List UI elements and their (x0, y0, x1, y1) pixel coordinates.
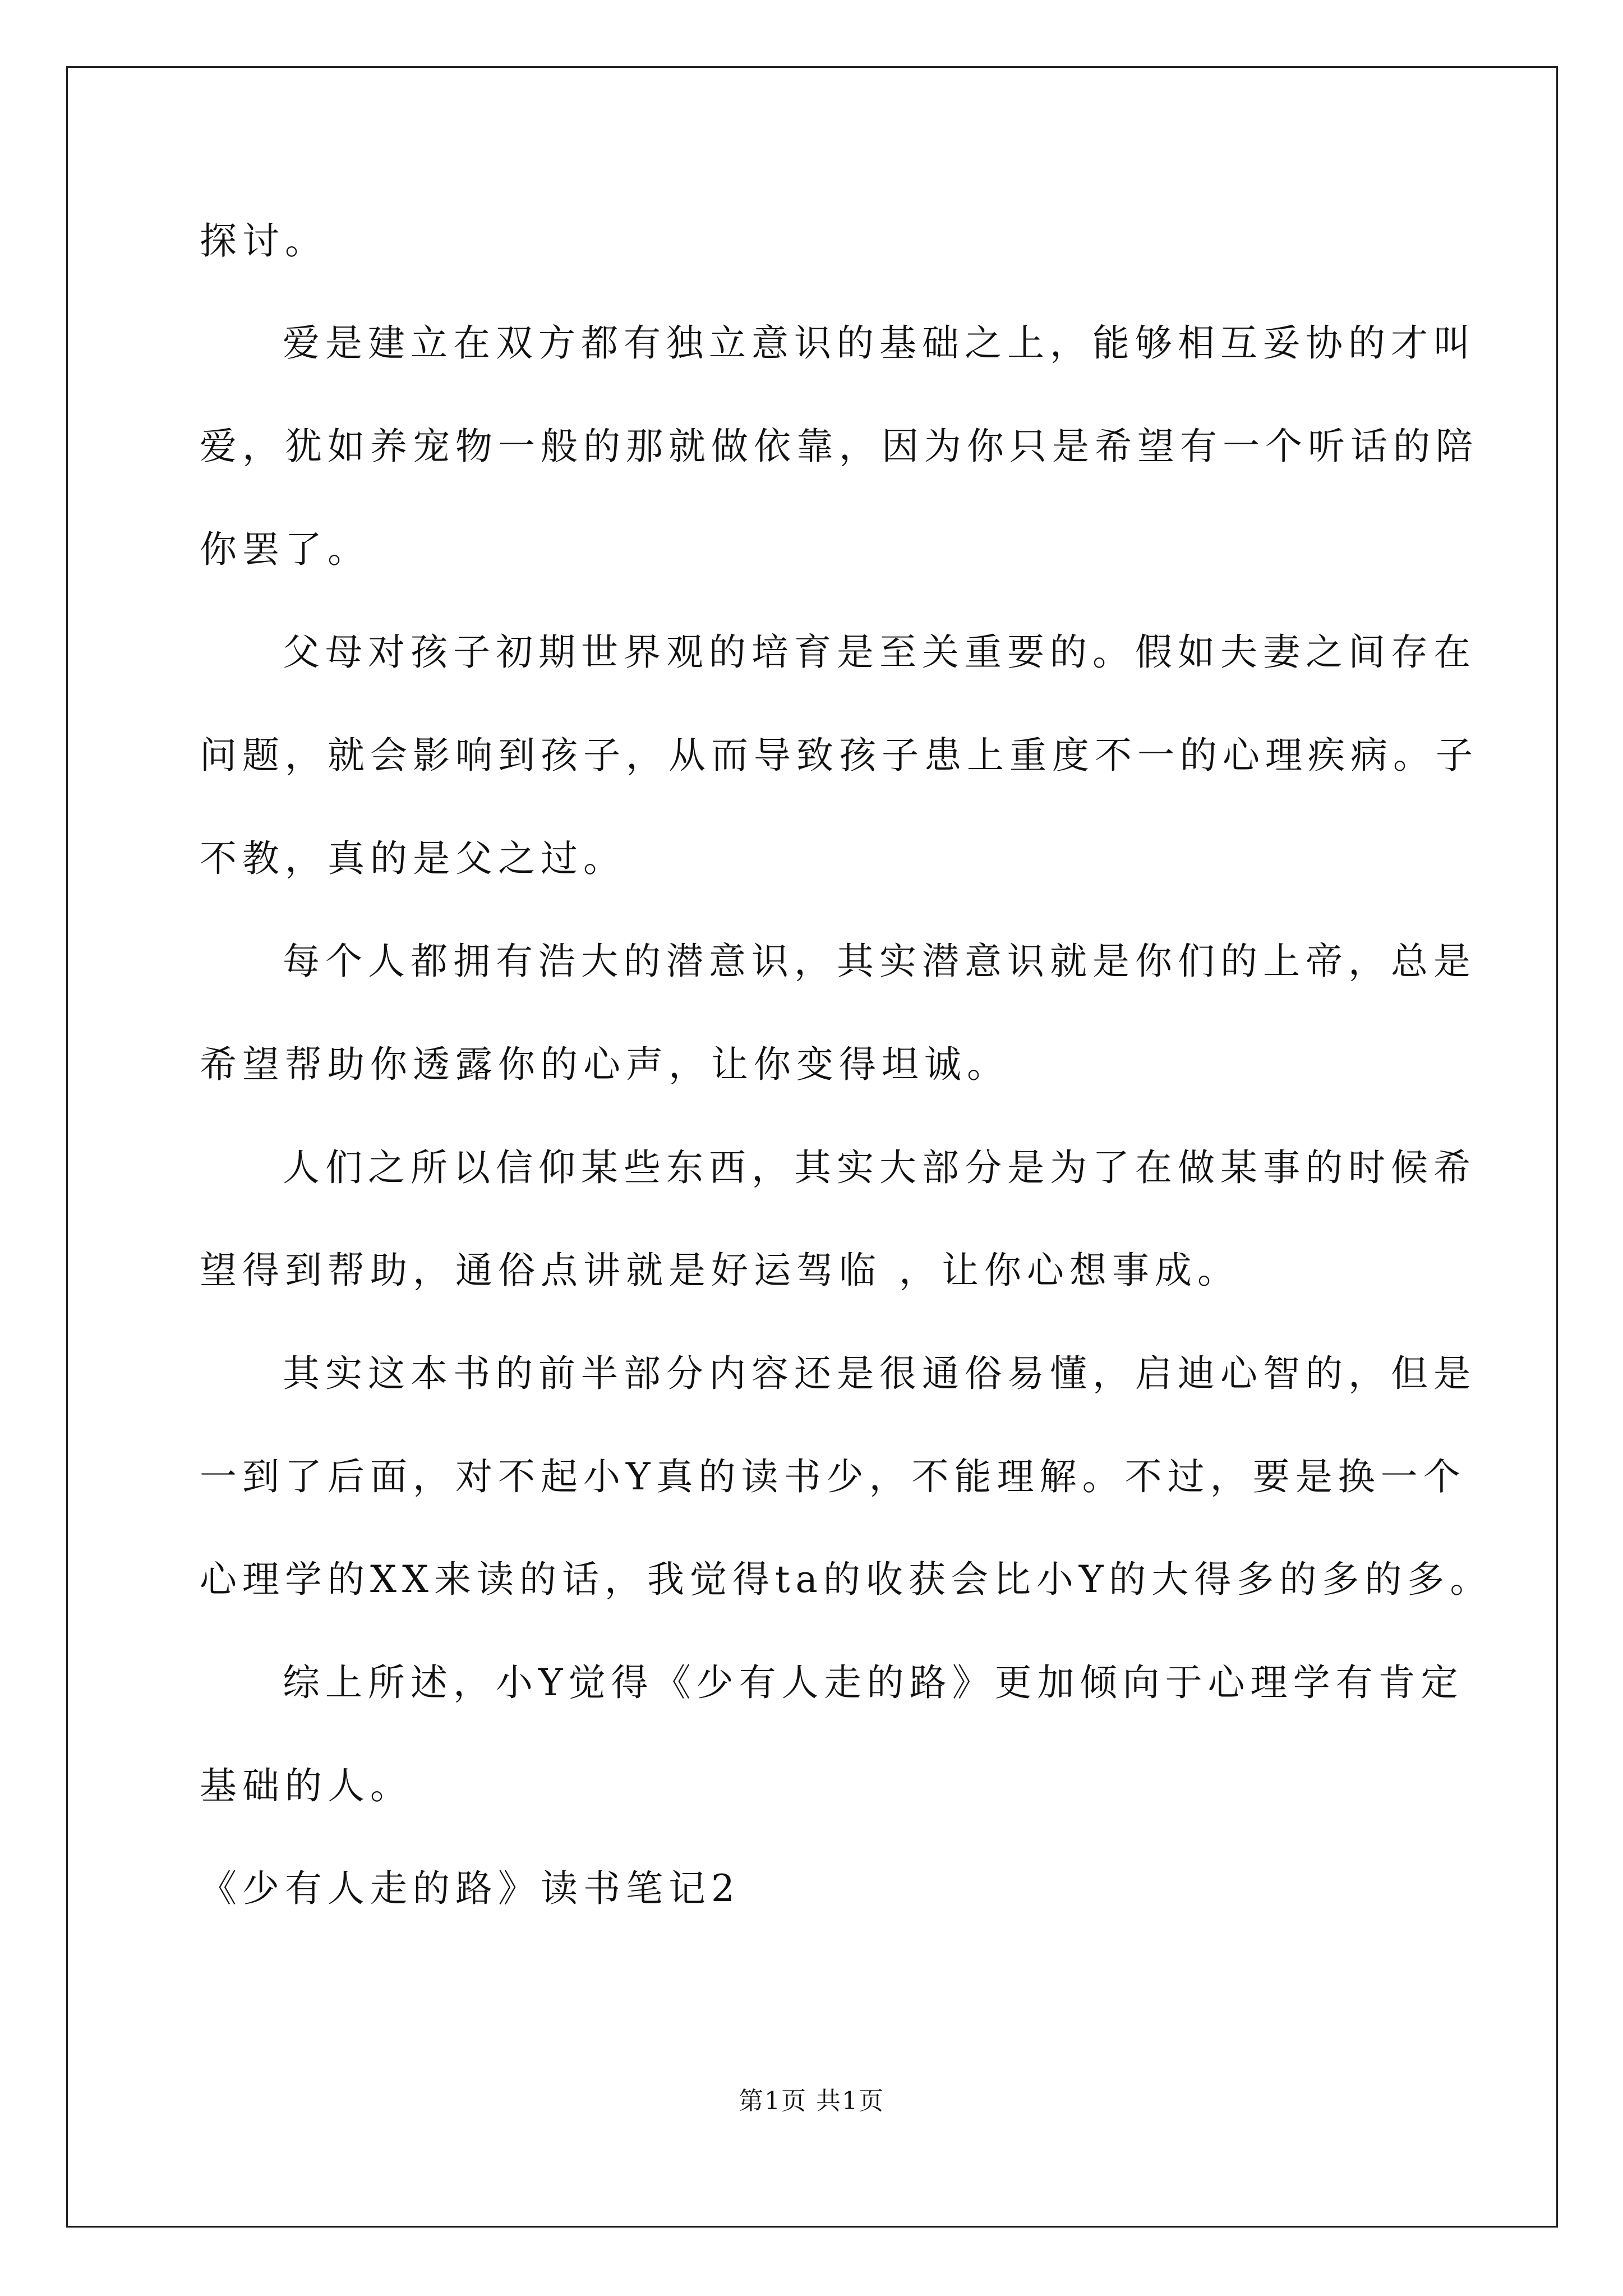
paragraph-start-line: 综上所述，小Y觉得《少有人走的路》更加倾向于心理学有肯定 (283, 1661, 1464, 1704)
text-line: 探讨。 (200, 219, 328, 263)
paragraph-start-line: 其实这本书的前半部分内容还是很通俗易懂，启迪心智的，但是 (283, 1352, 1476, 1395)
page-footer: 第1页 共1页 (739, 2087, 884, 2115)
paragraph-start-line: 父母对孩子初期世界观的培育是至关重要的。假如夫妻之间存在 (283, 631, 1476, 674)
text-line: 一到了后面，对不起小Y真的读书少，不能理解。不过，要是换一个 (200, 1455, 1466, 1498)
paragraph-start-line: 人们之所以信仰某些东西，其实大部分是为了在做某事的时候希 (283, 1146, 1476, 1189)
paragraph-start-line: 每个人都拥有浩大的潜意识，其实潜意识就是你们的上帝，总是 (283, 940, 1476, 983)
text-line: 希望帮助你透露你的心声，让你变得坦诚。 (200, 1043, 1009, 1086)
text-line: 基础的人。 (200, 1764, 413, 1807)
text-line: 心理学的XX来读的话，我觉得ta的收获会比小Y的大得多的多的多。 (200, 1558, 1493, 1601)
text-line: 望得到帮助，通俗点讲就是好运驾临 ，让你心想事成。 (200, 1249, 1240, 1292)
paragraph-start-line: 爱是建立在双方都有独立意识的基础之上，能够相互妥协的才叫 (283, 321, 1476, 365)
text-line: 你罢了。 (200, 528, 370, 571)
text-line: 爱，犹如养宠物一般的那就做依靠，因为你只是希望有一个听话的陪 (200, 425, 1478, 468)
section-heading: 《少有人走的路》读书笔记2 (200, 1867, 740, 1910)
text-line: 问题，就会影响到孩子，从而导致孩子患上重度不一的心理疾病。子 (200, 734, 1478, 777)
text-line: 不教，真的是父之过。 (200, 837, 626, 880)
